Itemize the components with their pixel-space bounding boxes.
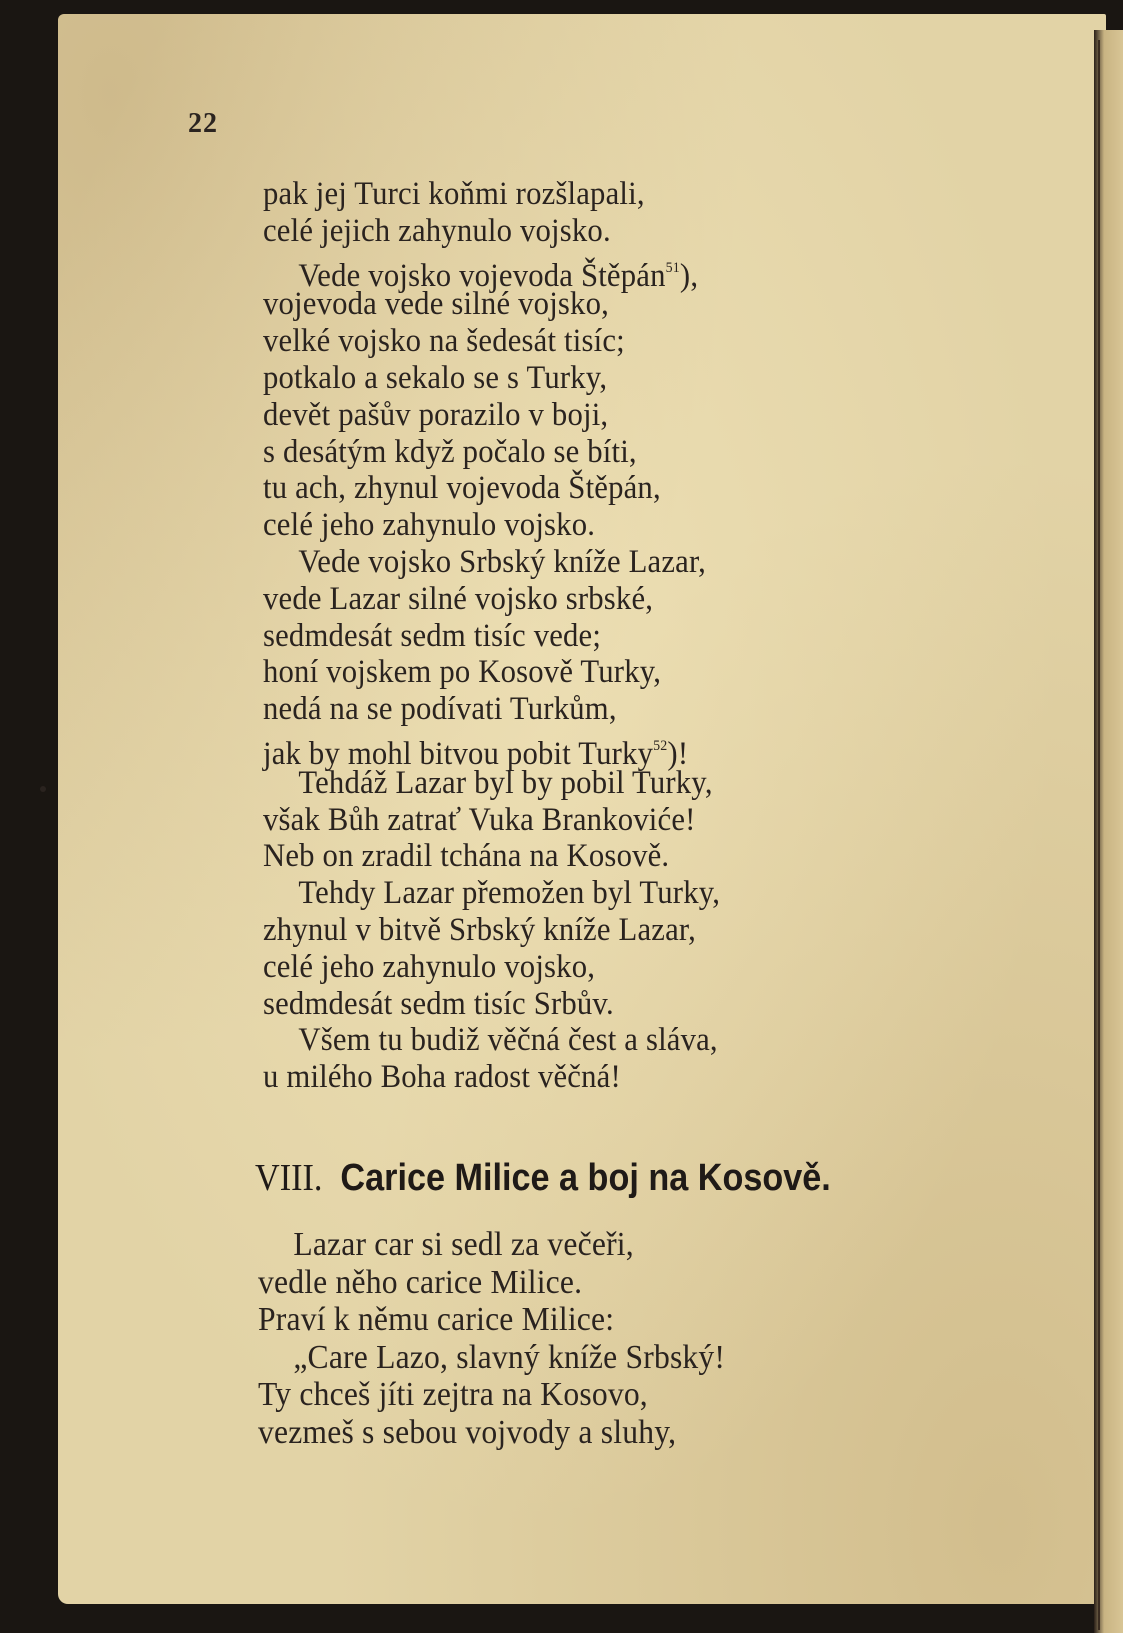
- poem-text-block: [263, 176, 923, 1096]
- poem-line: [263, 323, 877, 360]
- poem-line-text: s desátým když počalo se bíti,: [263, 433, 637, 470]
- poem-line: [263, 1059, 877, 1096]
- footnote-marker: 52: [653, 737, 668, 754]
- poem-line-text: celé jeho zahynulo vojsko,: [263, 948, 596, 985]
- poem-line: [263, 618, 877, 655]
- poem-line: [263, 544, 877, 581]
- gutter-edge: [1098, 40, 1100, 1630]
- poem-line-text: vezmeš s sebou vojvody a sluhy,: [258, 1413, 677, 1451]
- poem-line: [263, 507, 877, 544]
- poem-line: [263, 581, 877, 618]
- poem-line-text: zhynul v bitvě Srbský kníže Lazar,: [263, 911, 696, 948]
- poem-line: [263, 397, 877, 434]
- poem-line: [263, 1022, 877, 1059]
- poem-line: [258, 1376, 872, 1414]
- poem-line: [263, 360, 877, 397]
- poem-line-text: Všem tu budiž věčná čest a sláva,: [298, 1022, 718, 1059]
- poem-line-text: Neb on zradil tchána na Kosově.: [263, 838, 670, 875]
- poem-line: [263, 802, 877, 839]
- poem-line-text: však Bůh zatrať Vuka Brankoviće!: [263, 801, 696, 838]
- poem-line: [263, 838, 877, 875]
- poem-line-text: celé jeho zahynulo vojsko.: [263, 507, 596, 544]
- chapter-number: VIII.: [255, 1157, 323, 1199]
- poem-line-text: sedmdesát sedm tisíc Srbův.: [263, 985, 614, 1022]
- poem-line-text: u milého Boha radost věčná!: [263, 1059, 621, 1096]
- poem-line-punctuation: ),: [679, 257, 699, 294]
- poem-line: [258, 1264, 872, 1302]
- poem-line: [263, 470, 877, 507]
- poem-line: [263, 912, 877, 949]
- poem-line-text: Vede vojsko vojevoda Štěpán: [298, 257, 666, 294]
- poem-line: [263, 949, 877, 986]
- chapter-title: Carice Milice a boj na Kosově.: [340, 1157, 831, 1199]
- poem-line-text: honí vojskem po Kosově Turky,: [263, 654, 662, 691]
- poem-line: [258, 1301, 872, 1339]
- poem-line-text: sedmdesát sedm tisíc vede;: [263, 617, 602, 654]
- poem-line: [263, 654, 877, 691]
- poem-line-text: Ty chceš jíti zejtra na Kosovo,: [258, 1376, 648, 1413]
- poem-line-text: velké vojsko na šedesát tisíc;: [263, 323, 625, 360]
- poem-line-text: Vede vojsko Srbský kníže Lazar,: [298, 543, 706, 580]
- poem-line-text: vede Lazar silné vojsko srbské,: [263, 580, 654, 617]
- footnote-marker: 51: [665, 259, 680, 276]
- chapter-heading: [255, 1156, 831, 1200]
- poem-line: [263, 875, 877, 912]
- poem-line: [263, 728, 877, 772]
- poem-line-text: nedá na se podívati Turkům,: [263, 691, 617, 728]
- poem-line-text: Tehdáž Lazar byl by pobil Turky,: [298, 764, 713, 801]
- poem-line-text: vojevoda vede silné vojsko,: [263, 286, 609, 323]
- poem-line: [258, 1339, 872, 1377]
- poem-line-text: „Care Lazo, slavný kníže Srbský!: [293, 1338, 726, 1376]
- poem-line-text: Tehdy Lazar přemožen byl Turky,: [298, 875, 721, 912]
- poem-line: [263, 176, 877, 213]
- poem-line-text: jak by mohl bitvou pobit Turky: [263, 735, 654, 772]
- poem-line-text: devět pašův porazilo v boji,: [263, 396, 609, 433]
- poem-line: [263, 765, 877, 802]
- poem-line: [263, 691, 877, 728]
- poem-line: [263, 286, 877, 323]
- poem-line-text: Praví k němu carice Milice:: [258, 1301, 615, 1338]
- poem-line-text: potkalo a sekalo se s Turky,: [263, 359, 608, 396]
- poem-line-punctuation: )!: [667, 735, 689, 772]
- poem-text-block-2: [258, 1226, 918, 1451]
- poem-line-text: Lazar car si sedl za večeři,: [293, 1226, 634, 1263]
- poem-line-text: pak jej Turci koňmi rozšlapali,: [263, 176, 645, 212]
- poem-line: [258, 1226, 872, 1264]
- poem-line: [263, 250, 877, 294]
- poem-line-text: celé jejich zahynulo vojsko.: [263, 212, 611, 249]
- poem-line-text: vedle něho carice Milice.: [258, 1263, 583, 1301]
- poem-line: [258, 1414, 872, 1452]
- poem-line-text: tu ach, zhynul vojevoda Štěpán,: [263, 470, 661, 507]
- poem-line: [263, 434, 877, 471]
- print-speck: [40, 786, 46, 792]
- poem-line: [263, 213, 877, 250]
- poem-line: [263, 986, 877, 1023]
- page-number: 22: [188, 108, 218, 139]
